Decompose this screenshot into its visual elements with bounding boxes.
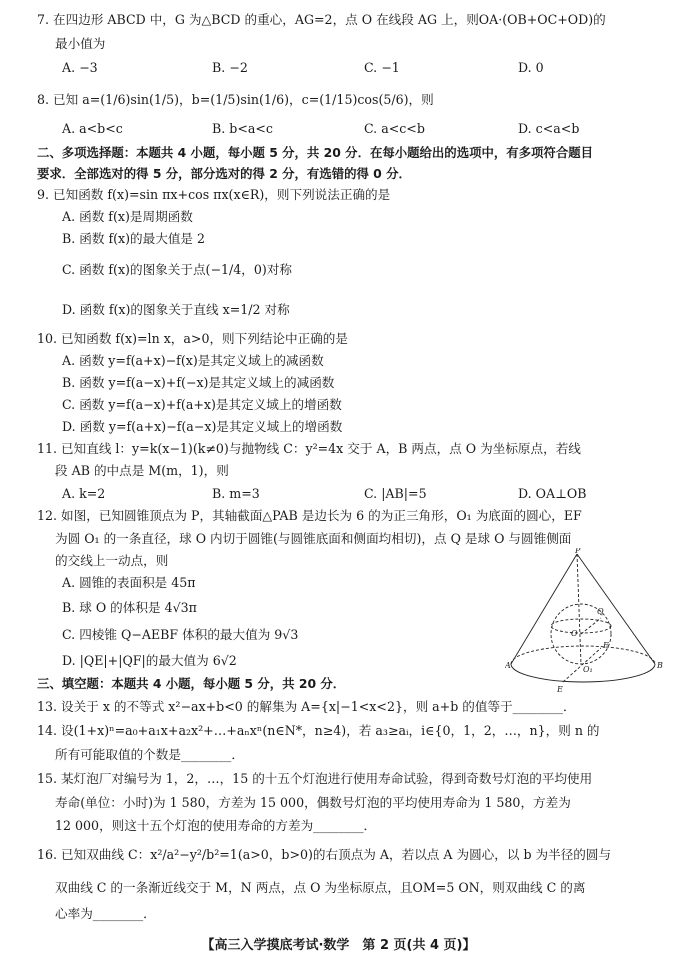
q16-stem-cont2: 心率为________．: [55, 906, 156, 921]
q8-option-c: C. a<c<b: [364, 121, 425, 136]
q12-option-c: C. 四棱锥 Q−AEBF 体积的最大值为 9√3: [62, 627, 299, 642]
diameter-ef: [563, 648, 601, 682]
q12-stem-cont: 为圆 O₁ 的一条直径，球 O 内切于圆锥(与圆锥底面和侧面均相切)，点 Q 是球 O 与圆锥侧面: [55, 531, 572, 546]
q10-option-c: C. 函数 y=f(a−x)+f(a+x)是其定义域上的增函数: [62, 397, 342, 412]
q7-stem-cont: 最小值为: [55, 36, 106, 51]
q12-option-b: B. 球 O 的体积是 4√3π: [62, 600, 197, 615]
q12-option-d: D. |QE|+|QF|的最大值为 6√2: [62, 653, 237, 668]
q9-option-a: A. 函数 f(x)是周期函数: [62, 209, 193, 224]
q7-option-d: D. 0: [518, 60, 544, 75]
q7-option-a: A. −3: [62, 60, 98, 75]
q8-option-b: B. b<a<c: [212, 121, 273, 136]
section3-heading: 三、填空题：本题共 4 小题，每小题 5 分，共 20 分．: [37, 676, 346, 691]
q14-stem: 14. 设(1+x)ⁿ=a₀+a₁x+a₂x²+…+aₙxⁿ(n∈N*，n≥4)，若 a₃≥aᵢ，i∈{0，1，2，…，n}，则 n 的: [37, 723, 600, 738]
q10-option-a: A. 函数 y=f(a+x)−f(x)是其定义域上的减函数: [62, 353, 324, 368]
q7-option-b: B. −2: [212, 60, 248, 75]
section2-heading-cont: 要求．全部选对的得 5 分，部分选对的得 2 分，有选错的得 0 分．: [37, 166, 411, 181]
q11-option-a: A. k=2: [62, 486, 106, 501]
q12-option-a: A. 圆锥的表面积是 45π: [62, 575, 196, 590]
q8-options: [62, 121, 622, 137]
q7-stem: 7. 在四边形 ABCD 中，G 为△BCD 的重心，AG=2，点 O 在线段 AG 上，则OA·(OB+OC+OD)的: [37, 12, 606, 27]
q10-option-d: D. 函数 y=f(a+x)−f(a−x)是其定义域上的增函数: [62, 419, 343, 434]
q8-option-a: A. a<b<c: [62, 121, 123, 136]
q16-stem: 16. 已知双曲线 C：x²/a²−y²/b²=1(a>0，b>0)的右顶点为 A，若以点 A 为圆心，以 b 为半径的圆与: [37, 847, 612, 862]
label-e: E: [557, 685, 563, 694]
cone-left-edge: [511, 554, 577, 664]
q11-option-d: D. OA⊥OB: [518, 486, 587, 501]
q7-option-c: C. −1: [364, 60, 400, 75]
cone-sphere-figure: [505, 548, 675, 696]
cone-axis: [577, 554, 581, 664]
label-f: F: [603, 641, 609, 650]
label-b: B: [657, 661, 663, 670]
sphere-tangent-circle: [551, 619, 611, 633]
q11-option-c: C. |AB|=5: [364, 486, 427, 501]
label-a: A: [505, 661, 511, 670]
q9-stem: 9. 已知函数 f(x)=sin πx+cos πx(x∈R)，则下列说法正确的是: [37, 187, 391, 202]
label-p: P: [575, 548, 581, 555]
q8-option-d: D. c<a<b: [518, 121, 580, 136]
cone-right-edge: [577, 554, 655, 664]
q12-stem: 12. 如图，已知圆锥顶点为 P，其轴截面△PAB 是边长为 6 的为正三角形，O₁ 为底面的圆心，EF: [37, 508, 582, 523]
q7-options: [62, 60, 622, 76]
q11-option-b: B. m=3: [212, 486, 260, 501]
q11-stem: 11. 已知直线 l：y=k(x−1)(k≠0)与抛物线 C：y²=4x 交于 A，B 两点，点 O 为坐标原点，若线: [37, 441, 581, 456]
q9-option-b: B. 函数 f(x)的最大值是 2: [62, 231, 206, 246]
label-o: O: [571, 629, 578, 638]
q13-stem: 13. 设关于 x 的不等式 x²−ax+b<0 的解集为 A={x|−1<x<2}，则 a+b 的值等于________．: [37, 699, 576, 714]
q15-stem-cont: 寿命(单位：小时)为 1 580，方差为 15 000，偶数号灯泡的平均使用寿命为 1 580，方差为: [55, 795, 571, 810]
q11-stem-cont: 段 AB 的中点是 M(m，1)，则: [55, 463, 229, 478]
page-footer: 【高三入学摸底考试·数学 第 2 页(共 4 页)】: [201, 938, 476, 953]
q8-stem: 8. 已知 a=(1/6)sin(1/5)，b=(1/5)sin(1/6)，c=(1/15)cos(5/6)，则: [37, 92, 434, 107]
q9-option-c: C. 函数 f(x)的图象关于点(−1/4，0)对称: [62, 262, 292, 277]
q15-stem: 15. 某灯泡厂对编号为 1，2，…，15 的十五个灯泡进行使用寿命试验，得到奇数号灯泡的平均使用: [37, 771, 593, 786]
q15-stem-cont2: 12 000，则这十五个灯泡的使用寿命的方差为________．: [55, 818, 377, 833]
section2-heading: 二、多项选择题：本题共 4 小题，每小题 5 分，共 20 分．在每小题给出的选项中，有多项符合题目: [37, 145, 593, 160]
label-q: Q: [597, 607, 604, 616]
cone-base-back: [511, 646, 655, 664]
q14-stem-cont: 所有可能取值的个数是________．: [55, 747, 244, 762]
q9-option-d: D. 函数 f(x)的图象关于直线 x=1/2 对称: [62, 302, 290, 317]
q11-options: [62, 486, 622, 502]
q10-stem: 10. 已知函数 f(x)=ln x，a>0，则下列结论中正确的是: [37, 331, 348, 346]
q16-stem-cont: 双曲线 C 的一条渐近线交于 M，N 两点，点 O 为坐标原点，且OM=5 ON，则双曲线 C 的离: [55, 880, 586, 895]
q10-option-b: B. 函数 y=f(a−x)+f(−x)是其定义域上的减函数: [62, 375, 335, 390]
label-o1: O₁: [583, 665, 593, 674]
q12-stem-cont2: 的交线上一动点，则: [55, 553, 169, 568]
